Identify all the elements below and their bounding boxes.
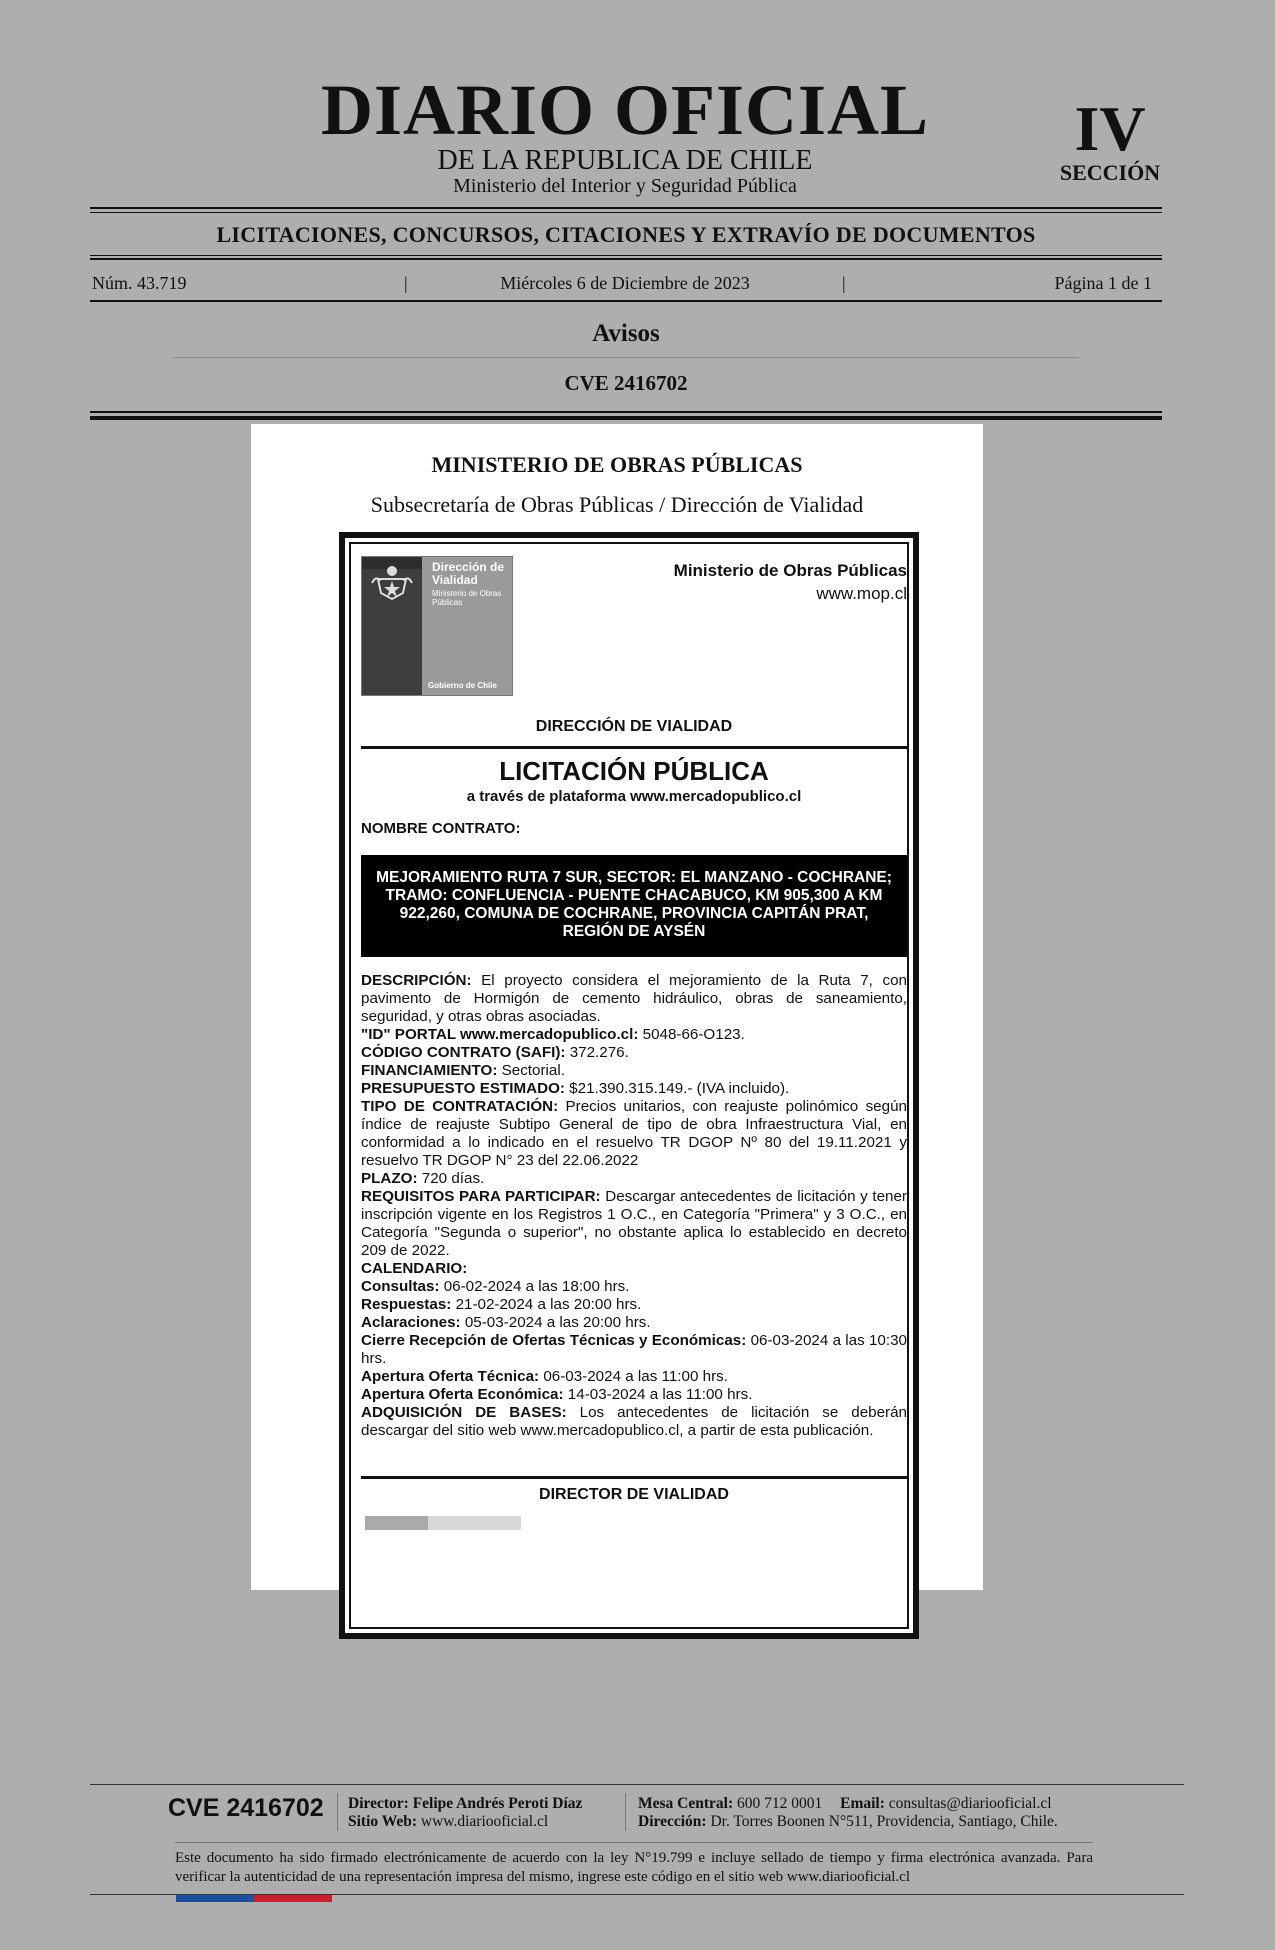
detail-value: 06-03-2024 a las 10:30 hrs. xyxy=(361,1332,907,1367)
detail-field xyxy=(361,1404,907,1440)
footer-website-link[interactable]: www.diariooficial.cl xyxy=(420,1813,549,1830)
section-title: Avisos xyxy=(592,320,660,347)
detail-label: Apertura Oferta Técnica: xyxy=(361,1368,540,1385)
section-number: IV xyxy=(1074,93,1146,164)
footer-email-label: Email: xyxy=(840,1795,885,1812)
category-bar: LICITACIONES, CONCURSOS, CITACIONES Y EXTRAVÍO DE DOCUMENTOS xyxy=(216,222,1036,247)
cve-code: CVE 2416702 xyxy=(564,371,688,395)
footer-divider xyxy=(337,1793,338,1831)
direction-rule xyxy=(361,746,907,749)
advertisement-inner-frame xyxy=(349,542,909,1629)
signature-rule xyxy=(361,1476,907,1479)
detail-value: Descargar antecedentes de licitación y tener inscripción vigente en los Registros 1 O.C., en Categoría "Primera" y 3 O.C., en Categoría "Segunda o superior", no obstante aplica lo establecido en decreto 209 de 2022. xyxy=(361,1188,907,1259)
contract-label: NOMBRE CONTRATO: xyxy=(361,820,521,837)
detail-value: 06-03-2024 a las 11:00 hrs. xyxy=(543,1368,728,1385)
detail-label: "ID" PORTAL www.mercadopublico.cl: xyxy=(361,1026,639,1043)
detail-field xyxy=(361,1170,907,1188)
detail-field xyxy=(361,1314,907,1332)
contract-name-box: MEJORAMIENTO RUTA 7 SUR, SECTOR: EL MANZANO - COCHRANE; TRAMO: CONFLUENCIA - PUENTE CHACABUCO, KM 905,300 A KM 922,260, COMUNA DE COCHRANE, PROVINCIA CAPITÁN PRAT, REGIÓN DE AYSÉN xyxy=(361,855,907,957)
notice-ministry: MINISTERIO DE OBRAS PÚBLICAS xyxy=(431,452,803,477)
issue-separator: | xyxy=(404,273,408,293)
tender-title: LICITACIÓN PÚBLICA xyxy=(499,756,769,786)
footer-cve: CVE 2416702 xyxy=(168,1794,324,1822)
detail-label: Respuestas: xyxy=(361,1296,452,1313)
notice-sheet xyxy=(251,424,983,1590)
detail-field xyxy=(361,972,907,1026)
footer-website xyxy=(348,1813,548,1831)
footer-phone: 600 712 0001 xyxy=(737,1795,823,1812)
mop-name: Ministerio de Obras Públicas xyxy=(673,561,907,580)
detail-value: 05-03-2024 a las 20:00 hrs. xyxy=(464,1314,651,1331)
detail-label: PLAZO: xyxy=(361,1170,418,1187)
header-rule-thick xyxy=(90,416,1162,420)
footer-rule-top xyxy=(90,1784,1184,1785)
footer-rule-mid xyxy=(175,1842,1093,1843)
detail-value: Los antecedentes de licitación se deberán descargar del sitio web www.mercadopublico.cl, a partir de esta publicación. xyxy=(361,1404,907,1439)
tender-platform: a través de plataforma www.mercadopublico.cl xyxy=(466,788,802,805)
notice-subsecretaria: Subsecretaría de Obras Públicas / Dirección de Vialidad xyxy=(370,492,864,517)
issue-date: Miércoles 6 de Diciembre de 2023 xyxy=(500,273,750,293)
detail-field xyxy=(361,1044,907,1062)
detail-label: FINANCIAMIENTO: xyxy=(361,1062,498,1079)
masthead-ministry: Ministerio del Interior y Seguridad Pública xyxy=(453,175,797,197)
detail-value: El proyecto considera el mejoramiento de la Ruta 7, con pavimento de Hormigón de cemento hidráulico, obras de saneamiento, seguridad, y otras obras asociadas. xyxy=(361,972,907,1025)
detail-label: CALENDARIO: xyxy=(361,1260,468,1277)
footer-address-value: Dr. Torres Boonen N°511, Providencia, Santiago, Chile. xyxy=(710,1813,1058,1830)
logo-subtitle: Ministerio de Obras Públicas xyxy=(432,589,502,607)
footer-website-label: Sitio Web: xyxy=(348,1813,418,1830)
detail-label: Apertura Oferta Económica: xyxy=(361,1386,564,1403)
footer-director xyxy=(348,1795,582,1813)
masthead-subtitle: DE LA REPUBLICA DE CHILE xyxy=(437,145,813,176)
footer-legal-notice: Este documento ha sido firmado electrónicamente de acuerdo con la ley N°19.799 e incluye sellado de tiempo y firma electrónica avanzada. Para verificar la autenticidad de una representación impresa del mismo, ingrese este código en el sitio web www.diariooficial.cl xyxy=(175,1850,1093,1885)
detail-value: Sectorial. xyxy=(501,1062,565,1079)
detail-value: $21.390.315.149.- (IVA incluido). xyxy=(569,1080,790,1097)
detail-label: REQUISITOS PARA PARTICIPAR: xyxy=(361,1188,601,1205)
footer-director-label: Director: xyxy=(348,1795,409,1812)
flag-stripe-red xyxy=(254,1895,332,1902)
detail-field xyxy=(361,1062,907,1080)
issue-rule xyxy=(90,300,1162,302)
detail-value: 5048-66-O123. xyxy=(642,1026,745,1043)
coat-of-arms-icon xyxy=(368,563,416,603)
issue-separator: | xyxy=(842,273,846,293)
detail-label: DESCRIPCIÓN: xyxy=(361,972,472,989)
tender-details xyxy=(361,972,907,1440)
issue-number: Núm. 43.719 xyxy=(92,273,187,293)
footer-contact xyxy=(638,1795,1052,1813)
signature-label: DIRECTOR DE VIALIDAD xyxy=(539,1486,729,1503)
category-rule-thick xyxy=(90,258,1162,260)
masthead-rule-thin xyxy=(90,212,1162,213)
footer-address xyxy=(638,1813,1058,1831)
detail-value: 720 días. xyxy=(421,1170,485,1187)
detail-field xyxy=(361,1188,907,1260)
vialidad-logo xyxy=(361,556,513,696)
issue-row xyxy=(92,270,1158,296)
header-rule-thin xyxy=(90,411,1162,413)
detail-field xyxy=(361,1026,907,1044)
detail-label: Consultas: xyxy=(361,1278,440,1295)
mop-website: www.mop.cl xyxy=(816,584,907,603)
detail-value: 06-02-2024 a las 18:00 hrs. xyxy=(443,1278,630,1295)
footer-address-label: Dirección: xyxy=(638,1813,707,1830)
section-title-rule xyxy=(173,357,1079,358)
logo-government: Gobierno de Chile xyxy=(428,681,497,690)
logo-name: Dirección de Vialidad xyxy=(432,560,505,587)
masthead-title: DIARIO OFICIAL xyxy=(320,70,930,150)
detail-value: 21-02-2024 a las 20:00 hrs. xyxy=(455,1296,642,1313)
logo-dark-panel xyxy=(362,557,422,695)
detail-value: 372.276. xyxy=(569,1044,629,1061)
advertisement-frame xyxy=(339,532,919,1639)
footer-email-link[interactable]: consultas@diariooficial.cl xyxy=(888,1795,1052,1812)
detail-value: Precios unitarios, con reajuste polinómico según índice de reajuste Subtipo General de tipo de obra Infraestructura Vial, en conformidad a lo indicado en el resuelvo TR DGOP Nº 80 del 19.11.2021 y resuelvo TR DGOP N° 23 del 22.06.2022 xyxy=(361,1098,907,1169)
footer-divider xyxy=(625,1793,626,1831)
detail-field xyxy=(361,1098,907,1170)
detail-value: 14-03-2024 a las 11:00 hrs. xyxy=(567,1386,753,1403)
direction-label: DIRECCIÓN DE VIALIDAD xyxy=(535,718,733,735)
detail-field xyxy=(361,1080,907,1098)
issue-page: Página 1 de 1 xyxy=(1054,273,1152,293)
detail-field xyxy=(361,1386,907,1404)
detail-field xyxy=(361,1278,907,1296)
detail-label: Aclaraciones: xyxy=(361,1314,461,1331)
detail-field xyxy=(361,1332,907,1368)
detail-label: TIPO DE CONTRATACIÓN: xyxy=(361,1098,559,1115)
gray-strip-light xyxy=(428,1516,521,1530)
footer-phone-label: Mesa Central: xyxy=(638,1795,734,1812)
section-label: SECCIÓN xyxy=(1059,160,1161,185)
flag-stripe-blue xyxy=(176,1895,254,1902)
footer-director-name: Felipe Andrés Peroti Díaz xyxy=(412,1795,583,1812)
detail-field xyxy=(361,1260,907,1278)
masthead-rule-thick xyxy=(90,207,1162,209)
detail-label: Cierre Recepción de Ofertas Técnicas y Económicas: xyxy=(361,1332,747,1349)
gray-strip-dark xyxy=(365,1516,428,1530)
detail-field xyxy=(361,1296,907,1314)
detail-field xyxy=(361,1368,907,1386)
category-rule-thin xyxy=(90,255,1162,256)
detail-label: CÓDIGO CONTRATO (SAFI): xyxy=(361,1044,566,1061)
detail-label: PRESUPUESTO ESTIMADO: xyxy=(361,1080,565,1097)
detail-label: ADQUISICIÓN DE BASES: xyxy=(361,1404,567,1421)
